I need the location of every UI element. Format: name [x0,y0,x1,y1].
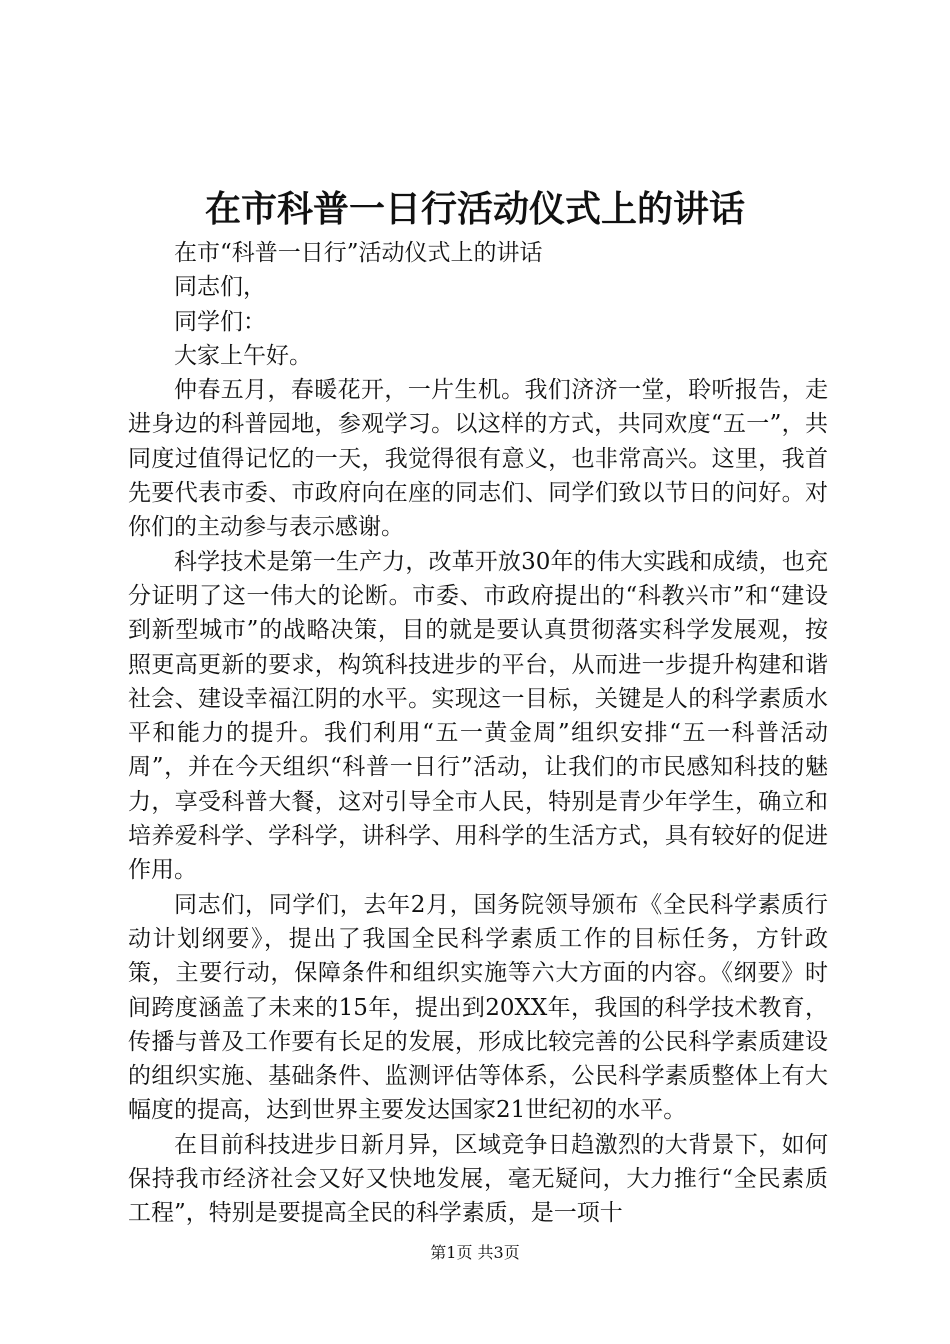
paragraph-salutation-comrades: 同志们， [174,274,266,301]
paragraph-greeting: 大家上午好。 [174,342,312,369]
page-number: 第1页 共3页 [430,1243,520,1262]
paragraph-salutation-students: 同学们： [174,308,266,335]
document-title: 在市科普一日行活动仪式上的讲话 [204,188,745,230]
paragraph-heading: 在市“科普一日行”活动仪式上的讲话 [174,240,543,266]
document-body [128,236,828,1231]
paragraph-opening: 仲春五月，春暖花开，一片生机。我们济济一堂，聆听报告，走进身边的科普园地，参观学习。以这样的方式，共同欢度“五一”，共同度过值得记忆的一天，我觉得很有意义，也非常高兴。这里，我首先要代表市委、市政府向在座的同志们、同学们致以节日的问好。对你们的主动参与表示感谢。 [128,377,828,541]
paragraph-current-context: 在目前科技进步日新月异，区域竞争日趋激烈的大背景下，如何保持我市经济社会又好又快地发展，毫无疑问，大力推行“全民素质工程”，特别是要提高全民的科学素质，是一项十 [128,1131,828,1227]
paragraph-science-technology: 科学技术是第一生产力，改革开放30年的伟大实践和成绩，也充分证明了这一伟大的论断。市委、市政府提出的“科教兴市”和“建设到新型城市”的战略决策，目的就是要认真贯彻落实科学发展观，按照更高更新的要求，构筑科技进步的平台，从而进一步提升构建和谐社会、建设幸福江阴的水平。实现这一目标，关键是人的科学素质水平和能力的提升。我们利用“五一黄金周”组织安排“五一科普活动周”，并在今天组织“科普一日行”活动，让我们的市民感知科技的魅力，享受科普大餐，这对引导全市人民，特别是青少年学生，确立和培养爱科学、学科学，讲科学、用科学的生活方式，具有较好的促进作用。 [128,548,828,884]
paragraph-outline: 同志们，同学们，去年2月，国务院领导颁布《全民科学素质行动计划纲要》，提出了我国全民科学素质工作的目标任务，方针政策，主要行动，保障条件和组织实施等六大方面的内容。《纲要》时间跨度涵盖了未来的15年，提出到20XX年，我国的科学技术教育，传播与普及工作要有长足的发展，形成比较完善的公民科学素质建设的组织实施、基础条件、监测评估等体系，公民科学素质整体上有大幅度的提高，达到世界主要发达国家21世纪初的水平。 [128,891,828,1124]
